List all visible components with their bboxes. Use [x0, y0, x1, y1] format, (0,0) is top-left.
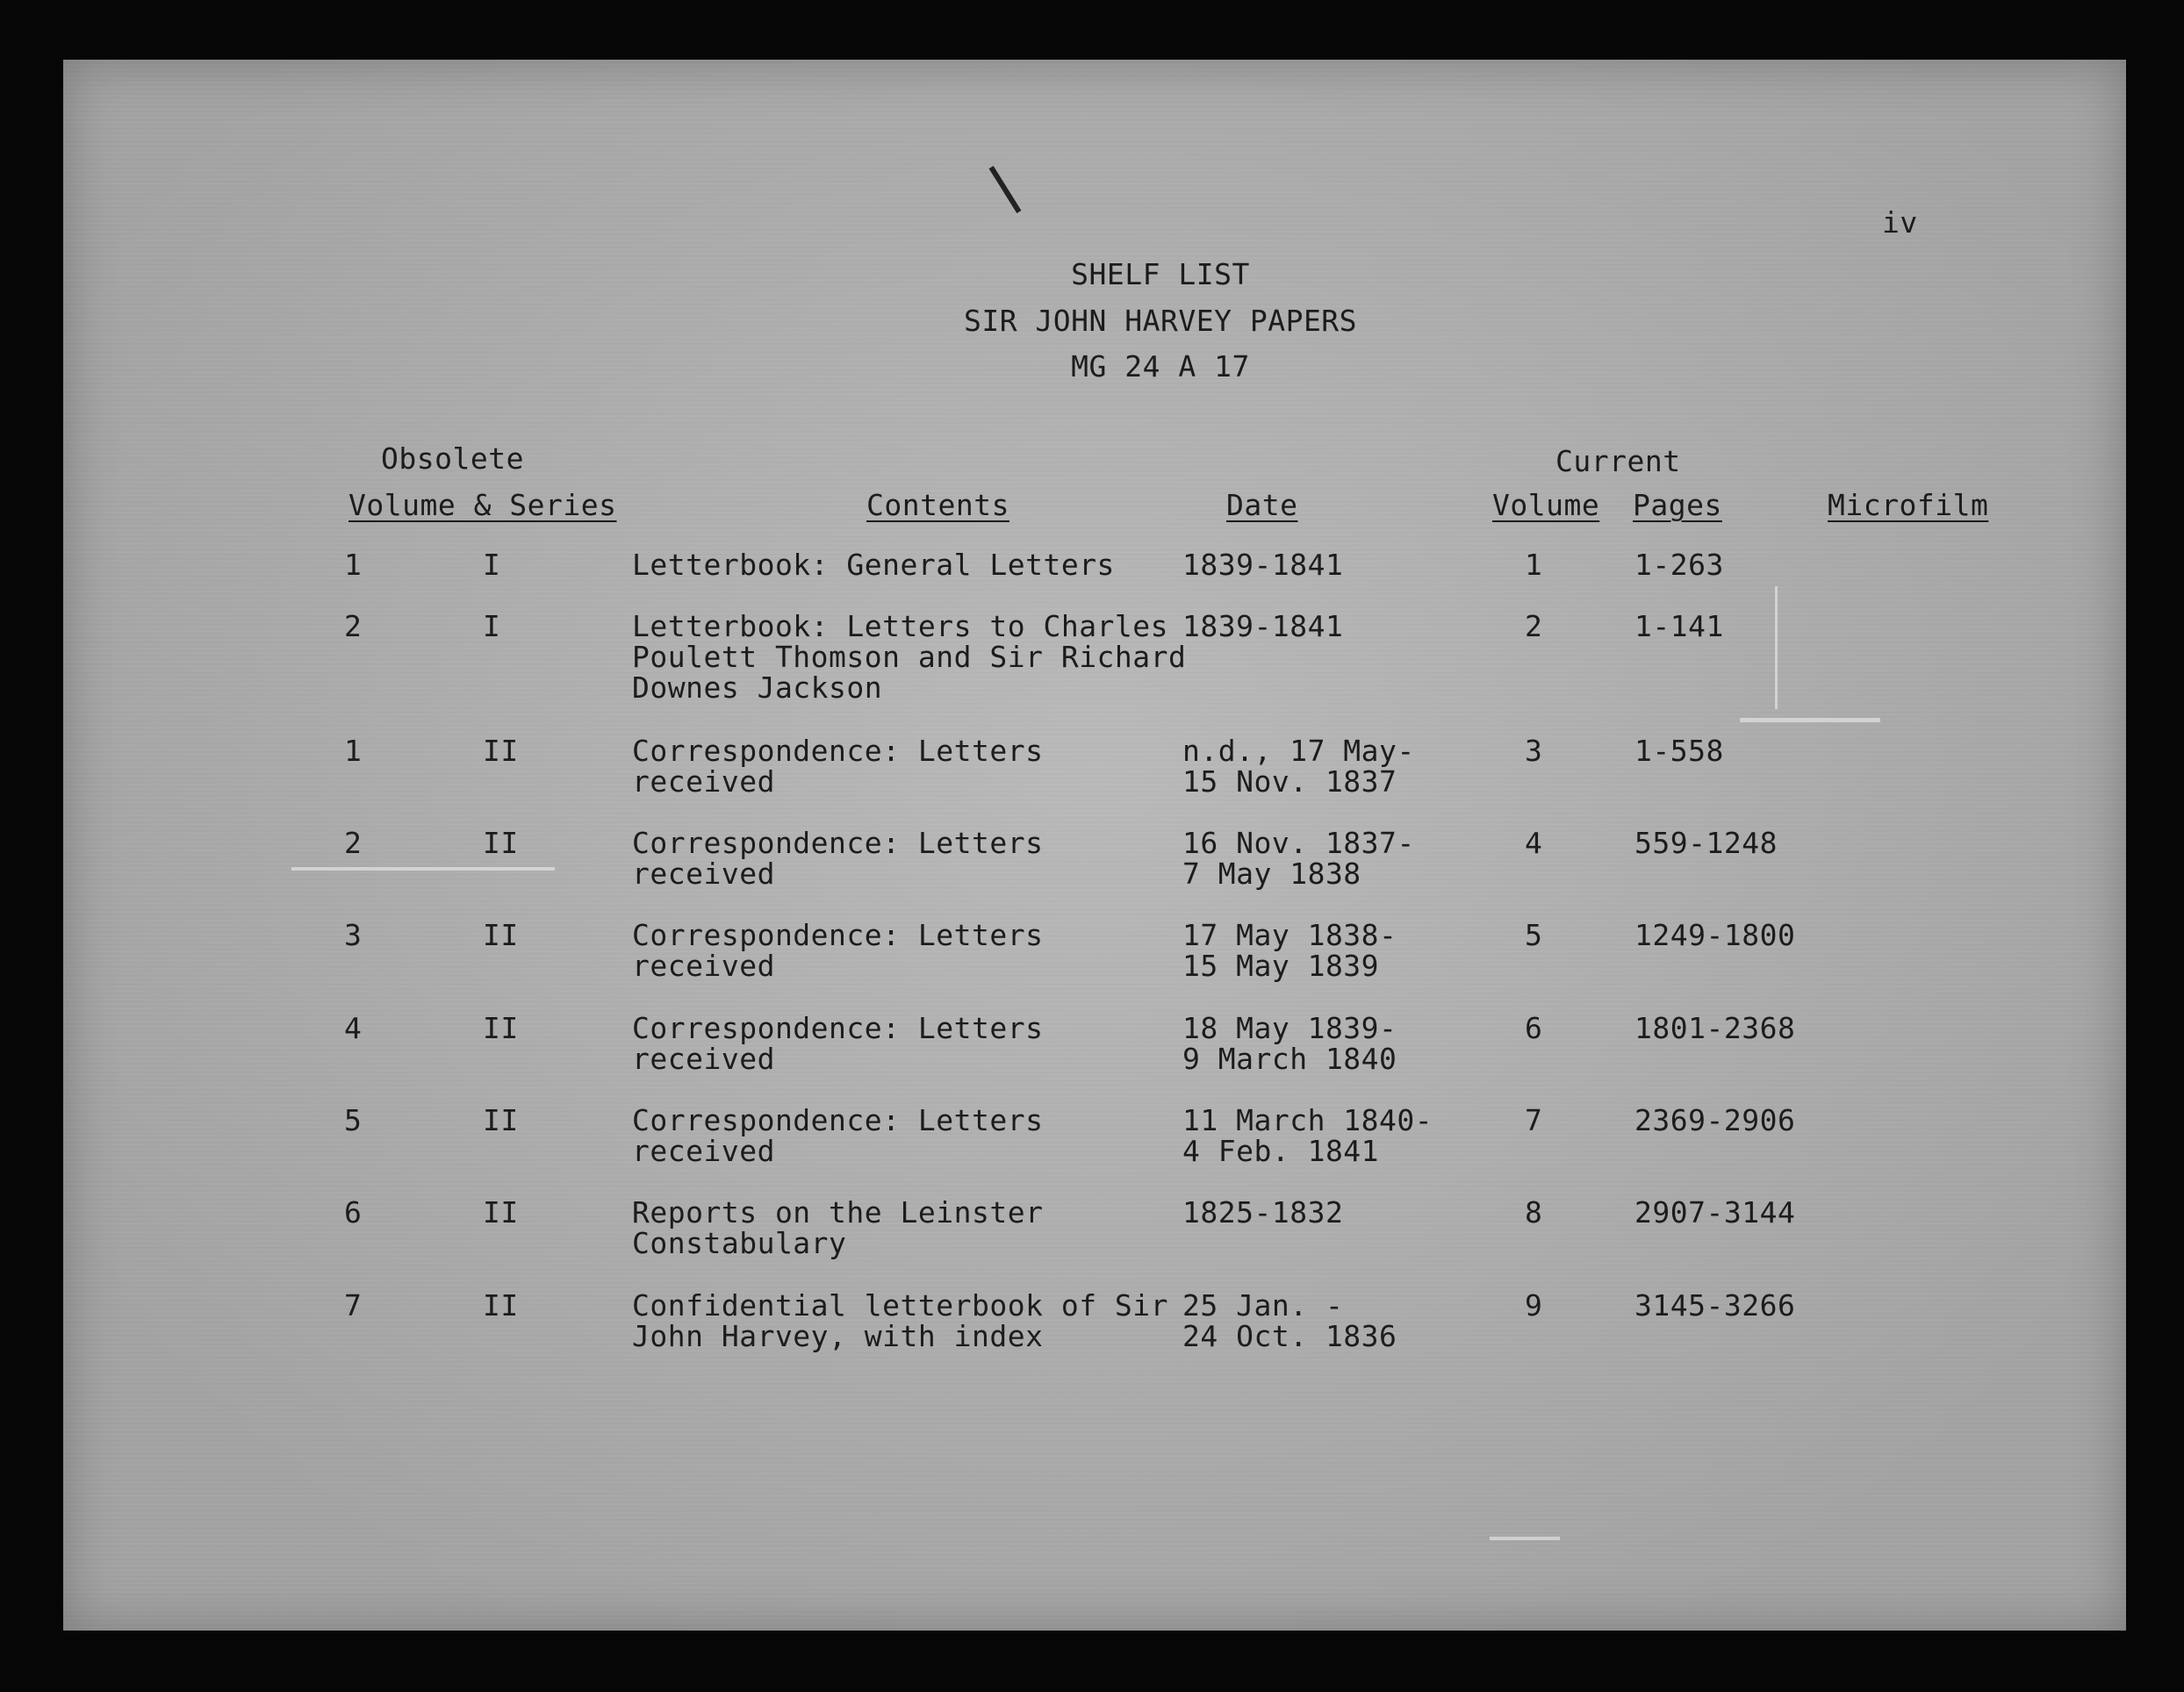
date-cell-line: n.d., 17 May-: [1182, 734, 1415, 768]
current-volume-cell: 4: [1525, 826, 1543, 860]
obsolete-series-cell: I: [483, 609, 501, 643]
contents-cell-line: Correspondence: Letters: [632, 826, 1044, 860]
contents-cell-line: Reports on the Leinster: [632, 1195, 1044, 1230]
current-pages-cell: 559-1248: [1634, 826, 1778, 860]
title-line-2: SIR JOHN HARVEY PAPERS: [963, 304, 1358, 338]
title-line-3: MG 24 A 17: [1071, 349, 1250, 384]
contents-heading: Contents: [866, 488, 1009, 522]
film-scratch: [291, 867, 555, 871]
current-pages-cell: 1801-2368: [1634, 1011, 1796, 1045]
contents-cell-line: received: [632, 857, 775, 891]
obsolete-series-cell: II: [483, 826, 519, 860]
page-number: iv: [1882, 205, 1918, 240]
obsolete-volume-cell: 2: [344, 826, 363, 860]
contents-cell-line: received: [632, 1042, 775, 1076]
contents-cell-line: Correspondence: Letters: [632, 918, 1044, 952]
contents-cell-line: Letterbook: General Letters: [632, 548, 1115, 582]
date-cell-line: 7 May 1838: [1182, 857, 1361, 891]
date-cell-line: 11 March 1840-: [1182, 1103, 1433, 1137]
obsolete-volume-cell: 1: [344, 548, 363, 582]
volume-series-heading: Volume & Series: [348, 488, 617, 522]
contents-cell-line: received: [632, 1134, 775, 1168]
film-scratch: [1740, 718, 1880, 722]
current-pages-cell: 2907-3144: [1634, 1195, 1796, 1230]
date-cell-line: 15 May 1839: [1182, 949, 1380, 983]
current-volume-cell: 1: [1525, 548, 1543, 582]
current-pages-cell: 1-263: [1634, 548, 1724, 582]
current-pages-cell: 3145-3266: [1634, 1288, 1796, 1323]
date-cell-line: 16 Nov. 1837-: [1182, 826, 1415, 860]
current-pages-cell: 1-558: [1634, 734, 1724, 768]
date-cell-line: 25 Jan. -: [1182, 1288, 1344, 1323]
film-scratch: [1775, 586, 1778, 709]
date-cell-line: 17 May 1838-: [1182, 918, 1397, 952]
microfilm-heading: Microfilm: [1828, 488, 1989, 522]
obsolete-series-cell: II: [483, 1103, 519, 1137]
current-volume-cell: 5: [1525, 918, 1543, 952]
obsolete-volume-cell: 2: [344, 609, 363, 643]
current-volume-heading: Volume: [1492, 488, 1600, 522]
contents-cell-line: Correspondence: Letters: [632, 734, 1044, 768]
obsolete-volume-cell: 7: [344, 1288, 363, 1323]
contents-cell-line: Confidential letterbook of Sir: [632, 1288, 1169, 1323]
obsolete-volume-cell: 1: [344, 734, 363, 768]
title-line-1: SHELF LIST: [1071, 257, 1250, 291]
contents-cell-line: Letterbook: Letters to Charles: [632, 609, 1169, 643]
date-cell-line: 4 Feb. 1841: [1182, 1134, 1380, 1168]
date-cell-line: 1825-1832: [1182, 1195, 1344, 1230]
current-volume-cell: 2: [1525, 609, 1543, 643]
document-page: [63, 60, 2126, 1631]
date-cell-line: 1839-1841: [1182, 609, 1344, 643]
date-cell-line: 1839-1841: [1182, 548, 1344, 582]
obsolete-series-cell: II: [483, 1288, 519, 1323]
current-heading: Current: [1555, 444, 1681, 478]
contents-cell-line: Downes Jackson: [632, 670, 883, 705]
current-volume-cell: 3: [1525, 734, 1543, 768]
current-volume-cell: 8: [1525, 1195, 1543, 1230]
obsolete-volume-cell: 6: [344, 1195, 363, 1230]
current-pages-cell: 2369-2906: [1634, 1103, 1796, 1137]
current-volume-cell: 7: [1525, 1103, 1543, 1137]
contents-cell-line: received: [632, 764, 775, 799]
current-pages-heading: Pages: [1633, 488, 1722, 522]
obsolete-series-cell: I: [483, 548, 501, 582]
pen-mark: [989, 166, 1022, 213]
obsolete-series-cell: II: [483, 1195, 519, 1230]
obsolete-series-cell: II: [483, 918, 519, 952]
contents-cell-line: Correspondence: Letters: [632, 1103, 1044, 1137]
obsolete-heading: Obsolete: [381, 441, 524, 476]
contents-cell-line: Correspondence: Letters: [632, 1011, 1044, 1045]
contents-cell-line: Constabulary: [632, 1226, 847, 1260]
date-cell-line: 24 Oct. 1836: [1182, 1319, 1397, 1353]
obsolete-series-cell: II: [483, 1011, 519, 1045]
date-cell-line: 15 Nov. 1837: [1182, 764, 1397, 799]
obsolete-volume-cell: 3: [344, 918, 363, 952]
obsolete-volume-cell: 4: [344, 1011, 363, 1045]
date-cell-line: 9 March 1840: [1182, 1042, 1397, 1076]
obsolete-series-cell: II: [483, 734, 519, 768]
current-volume-cell: 9: [1525, 1288, 1543, 1323]
date-heading: Date: [1226, 488, 1298, 522]
date-cell-line: 18 May 1839-: [1182, 1011, 1397, 1045]
contents-cell-line: Poulett Thomson and Sir Richard: [632, 640, 1187, 674]
contents-cell-line: received: [632, 949, 775, 983]
current-pages-cell: 1249-1800: [1634, 918, 1796, 952]
contents-cell-line: John Harvey, with index: [632, 1319, 1044, 1353]
current-volume-cell: 6: [1525, 1011, 1543, 1045]
obsolete-volume-cell: 5: [344, 1103, 363, 1137]
current-pages-cell: 1-141: [1634, 609, 1724, 643]
film-scratch: [1490, 1537, 1560, 1540]
